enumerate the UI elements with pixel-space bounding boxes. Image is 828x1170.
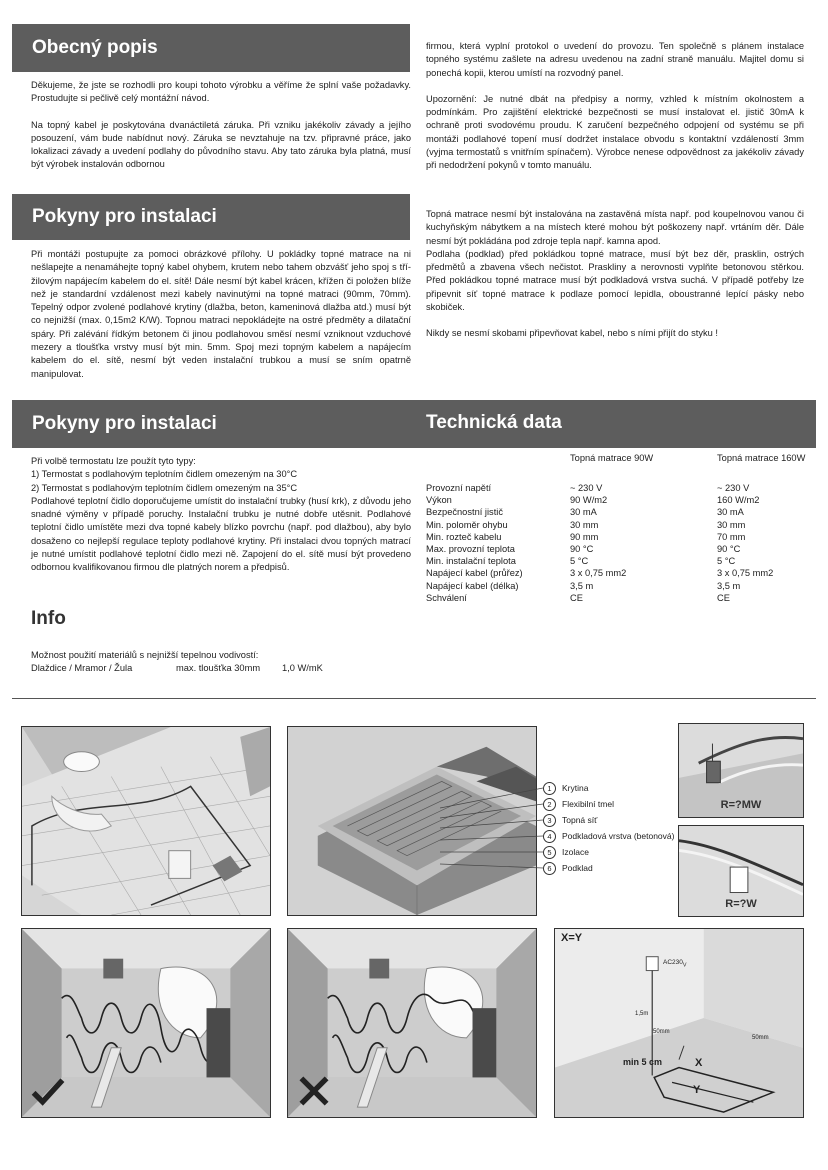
legend-number: 2 [543,798,556,811]
legend-number: 3 [543,814,556,827]
cell-value: 90 W/m2 [570,495,608,506]
cell-value: 90 °C [570,543,594,554]
min-distance-label: min 5 cm [623,1057,663,1067]
legend-number: 5 [543,846,556,859]
paragraph: Podlahové teplotní čidlo doporučujeme umístit do instalační trubky (husí krk), z důvodu jeho snadné výměny v případě poruchy. Instalační trubku je nutné dobře utěsnit. Podlahové teplotní čidlo umístěte mezi dva topné kabely blízko povrchu (např. pod dlažbou), aby bylo dosaženo co nejlepší regulace teploty podlahové krytiny. Při instalaci dvou topných matrací je nutné umístit podlahové teplotní čidlo mezi ně. Zapojení do el. sítě musí být provedeno odbornou kvalifikovanou firmou dle platných norem a předpisů. [31,495,411,573]
legend-label: Podkladová vrstva (betonová) [562,831,675,841]
cell-value: 3,5 m [570,580,594,591]
row-label: Min. instalační teplota [426,556,516,567]
socket-sub: V [682,962,687,969]
table-row [426,593,827,605]
legend-item [543,780,674,796]
legend-label: Flexibilní tmel [562,799,614,809]
column-header: Topná matrace 90W [570,453,654,463]
table-row [426,556,827,568]
cell-value: 3,5 m [717,580,741,591]
row-label: Výkon [426,495,452,506]
cell-value: 70 mm [717,531,746,542]
section-header-general [12,24,410,72]
figure-bathroom-correct [21,928,271,1118]
general-text-left [31,79,411,185]
figure-insulation-resistance-test [678,723,804,818]
column-header: Topná matrace 160W [717,453,806,463]
section-header-tech [410,400,816,448]
table-row [426,544,827,556]
legend-label: Topná síť [562,815,598,825]
figure-installation-distances [554,928,804,1118]
paragraph: Podlaha (podklad) před pokládkou topné matrace, musí být bez děr, prasklin, ostrých předmětů a zbavena všech nečistot. Praskliny a nerovnosti vyplňte betonovou stěrkou. Před pokládkou topné matrace musí být podkladová vrstva suchá. V případě potřeby lze připevnit síť topné matrace k podlaze pomocí lepidla, oboustranné lepící pásky nebo skobiček. [426,248,804,313]
install2-text [31,455,411,588]
line: 1) Termostat s podlahovým teplotním čidlem omezeným na 30°C [31,469,298,480]
cell-value: 90 °C [717,543,741,554]
cell-value: CE [717,592,730,603]
table-row [426,532,827,544]
row-label: Min. poloměr ohybu [426,519,508,530]
legend-item [543,796,674,812]
figure-pouring-compound [21,726,271,916]
table-row [426,483,827,495]
legend-number: 6 [543,862,556,875]
section-title: Pokyny pro instalaci [32,413,217,434]
legend-label: Izolace [562,847,589,857]
line: 2) Termostat s podlahovým teplotním čidlem omezeným na 35°C [31,482,298,493]
paragraph: firmou, která vyplní protokol o uvedení do provozu. Ten společně s plánem instalace topného systému zašlete na adresu uvedenou na zadní straně manuálu. Majitel domu si ponechá kopii, kterou umístí na rozvodný panel. [426,41,804,78]
table-row [426,520,827,532]
cell-value: 3 x 0,75 mm2 [717,568,774,579]
section-header-install [12,194,410,240]
legend-number: 4 [543,830,556,843]
section-header-install-2 [12,400,410,448]
cell-value: 3 x 0,75 mm2 [570,568,627,579]
table-header-row [426,453,827,483]
cell-value: ~ 230 V [717,483,750,493]
legend-item [543,828,674,844]
row-label: Schválení [426,592,467,603]
cell-value: 30 mA [717,507,744,518]
cell-value: 30 mA [570,507,597,518]
table-row [426,581,827,593]
install-text-left [31,248,411,394]
info-intro: Možnost použití materiálů s nejnižší tepelnou vodivostí: [31,650,259,660]
legend-leader-lines [440,780,545,880]
cell-value: CE [570,592,583,603]
general-text-right [426,40,804,186]
y-label: Y [693,1084,701,1096]
row-label: Min. rozteč kabelu [426,531,502,542]
info-title: Info [31,608,66,629]
cell-value: 5 °C [717,556,736,567]
cell-value: 30 mm [717,519,746,530]
socket-text: AC230 [663,959,683,966]
paragraph: Upozornění: Je nutné dbát na předpisy a normy, vzhled k místním okolnostem a podmínkám. Pro zajištění elektrické bezpečnosti se musí instalovat el. jistič 30mA k ochraně proti svodovému proudu. K zaručení bezpečného odpojení od systému se při montáži podlahové topení musí dodržet instalace obvodu s kontaktní vzdáleností 3mm (vyjma termostatů s vnitřním spínačem). Výrobce nenese odpovědnost za jakékoliv závady při nedodržení pokynů v tomto manuálu. [426,93,804,171]
section-title: Technická data [426,412,562,433]
info-text [31,649,411,676]
legend-label: Podklad [562,863,593,873]
row-label: Max. provozní teplota [426,543,515,554]
check-mark-icon [30,1073,66,1109]
layers-legend [543,780,674,876]
column-header [426,453,570,483]
cell-value: 30 mm [570,519,599,530]
cross-mark-icon [296,1073,332,1109]
gap-label-1: 50mm [653,1029,670,1035]
paragraph: Děkujeme, že jste se rozhodli pro koupi tohoto výrobku a věříme že splní vaše požadavky. Prostudujte si pečlivě celý montážní návod. [31,80,411,104]
tech-data-table [426,453,827,605]
legend-item [543,860,674,876]
legend-number: 1 [543,782,556,795]
info-conductivity: 1,0 W/mK [282,663,323,674]
paragraph: Nikdy se nesmí skobami připevňovat kabel, nebo s ními přijít do styku ! [426,328,718,339]
gap-label-2: 50mm [752,1035,769,1041]
info-material: Dlaždice / Mramor / Žula [31,663,133,674]
figure-bathroom-wrong [287,928,537,1118]
table-row [426,568,827,580]
row-label: Napájecí kabel (délka) [426,580,519,591]
figure-resistance-test [678,825,804,917]
row-label: Provozní napětí [426,483,492,493]
section-title: Pokyny pro instalaci [32,206,217,227]
info-thickness: max. tloušťka 30mm [176,663,261,674]
install-text-right [426,208,804,354]
xy-title: X=Y [561,932,583,944]
paragraph: Na topný kabel je poskytována dvanáctiletá záruka. Při vzniku jakékoliv závady a jejího posouzení, vám bude nabídnut nový. Záruka se nevztahuje na tzv. připravné práce, jako lokalizaci závady a uvedení podlahy do původního stavu. Aby tato záruka byla platná, musí být výrobek instalován odbornou [31,119,411,170]
legend-label: Krytina [562,783,589,793]
table-row [426,495,827,507]
row-label: Bezpečnostní jistič [426,507,503,518]
paragraph: Topná matrace nesmí být instalována na zastavěná místa např. pod koupelnovou vanou či kuchyňským nábytkem a na místech které mohou být poškozeny např. vrtáním děr. Dále nesmí být pokládána pod zdroje tepla např. kamna apod. [426,209,804,246]
cell-value: 5 °C [570,556,589,567]
resistance-label-w: R=?W [725,898,757,910]
legend-item [543,812,674,828]
cell-value: 160 W/m2 [717,495,760,506]
socket-label [663,959,686,968]
legend-item [543,844,674,860]
cell-value: ~ 230 V [570,483,603,493]
x-label: X [695,1057,703,1069]
divider [12,698,816,699]
paragraph: Při montáži postupujte za pomoci obrázkové přílohy. U pokládky topné matrace na ni nešlapejte a nenamáhejte topný kabel ohybem, krutem nebo tahem obzvášť jeho spoj s tří-žilovým napájecím kabelem do el. sítě! Dále nesmí být kabel krácen, křížen či položen blíže než je standardní vzdálenost mezi kabely navinutými na topné matraci (90mm, 70mm). Tepelný odpor zvolené podlahové krytiny (dlažba, beton, kameninová dlažba atd.) musí být co nejnižší (max. 0,15m2 K/W). Topnou matraci nepokládejte na ostré předměty a dilatační spáry. Při zalévání řídkým betonem či jinou podlahovou směsí nesmí vzniknout vzduchové mezery a tloušťka vrstvy musí být min. 5mm. Spoj mezi topným kabelem a napájecím kabelem do el. sítě, nesmí být veden instalační trubkou a musí se sním opatrně manipulovat. [31,249,411,379]
table-row [426,507,827,519]
section-title: Obecný popis [32,37,158,58]
row-label: Napájecí kabel (průřez) [426,568,523,579]
resistance-label-mw: R=?MW [720,799,762,811]
height-label: 1,5m [635,1011,649,1017]
line: Při volbě termostatu lze použít tyto typy: [31,456,196,466]
cell-value: 90 mm [570,531,599,542]
